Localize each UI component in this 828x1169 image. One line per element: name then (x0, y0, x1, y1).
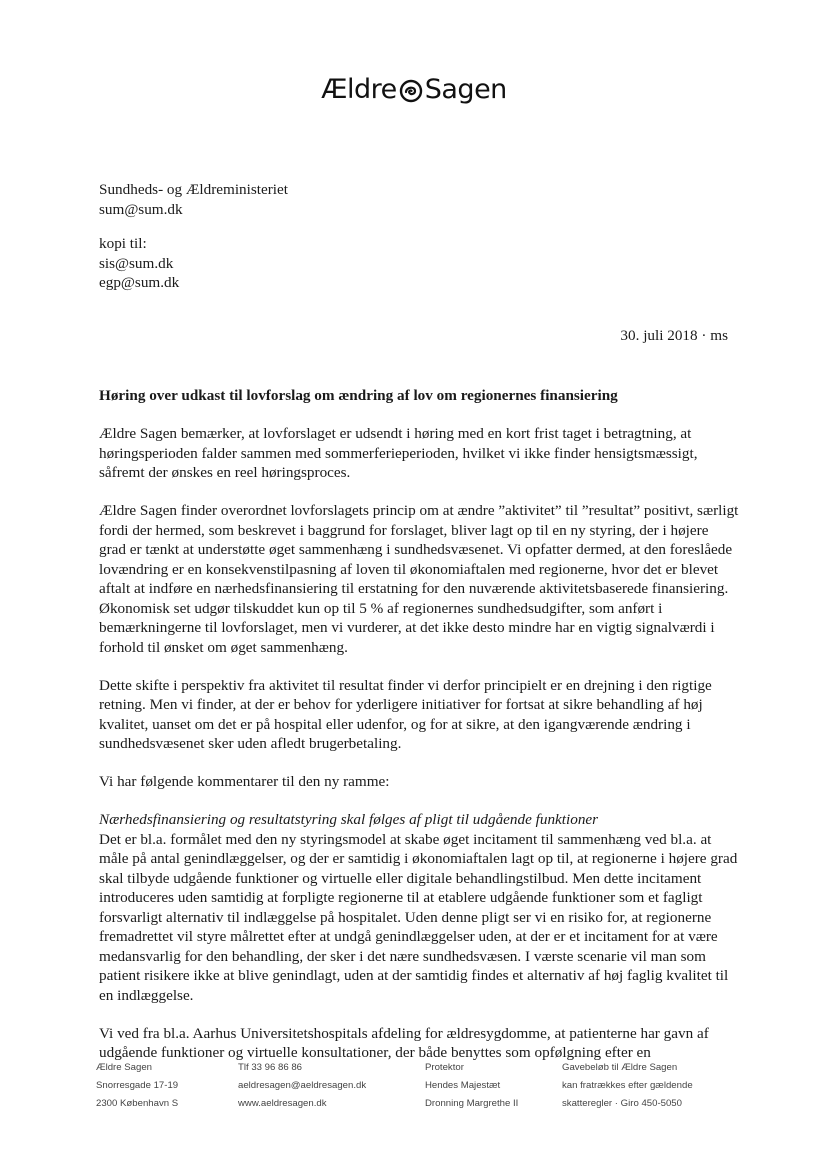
footer-line: Gavebeløb til Ældre Sagen (562, 1062, 678, 1073)
footer-donation (562, 1059, 693, 1113)
letter-date: 30. juli 2018 · ms (620, 327, 728, 344)
footer-email-link[interactable]: aeldresagen@aeldresagen.dk (238, 1080, 367, 1091)
footer-line: Snorresgade 17-19 (96, 1080, 179, 1091)
footer-line: Hendes Majestæt (425, 1080, 501, 1091)
body-paragraph: Det er bl.a. formålet med den ny styringsmodel at skabe øget incitament til sammenhæng ved bl.a. at måle på antal genindlæggelser, og der er samtidig i økonomiaftalen lagt op til, at regionerne i højere grad skal tilbyde udgående funktioner og virtuelle eller digitale behandlingstilbud. Men dette incitament introduceres uden samtidig at forpligte regionerne til at etablere udgående funktioner som et fagligt forsvarligt alternativ til indlæggelse på hospitalet. Uden denne pligt ser vi en risiko for, at regionerne fremadrettet vil styre målrettet efter at undgå genindlæggelser uden, at der er et incitament for at være medansvarlig for den behandling, der sker i det nære sundhedsvæsen. I værste scenarie vil man som patient risikere ikke at blive genindlagt, uden at der samtidig findes et alternativ af høj faglig kvalitet til en indlæggelse. (99, 830, 738, 1004)
section-heading: Nærhedsfinansiering og resultatstyring skal følges af pligt til udgående funktioner (99, 811, 599, 828)
copy-block (99, 234, 179, 293)
footer-line: Ældre Sagen (96, 1062, 152, 1073)
footer-website-link[interactable]: www.aeldresagen.dk (238, 1098, 327, 1109)
footer-phone: Tlf 33 96 86 86 (238, 1062, 303, 1073)
footer-address (96, 1059, 178, 1113)
body-paragraph: Vi har følgende kommentarer til den ny ramme: (99, 773, 390, 790)
footer-contact (238, 1059, 366, 1113)
footer-line: skatteregler · Giro 450-5050 (562, 1098, 682, 1109)
copy-email: egp@sum.dk (99, 274, 180, 291)
body-paragraph: Ældre Sagen finder overordnet lovforslagets princip om at ændre ”aktivitet” til ”resultat” positivt, særligt fordi der hermed, som beskrevet i baggrund for forslaget, bliver lagt op til en ny styring, der i højere grad er tænkt at understøtte øget sammenhæng i sundhedsvæsenet. Vi opfatter dermed, at den foreslåede lovændring er en konsekvenstilpasning af loven til økonomiaftalen med regionerne, hvor det er blevet aftalt at indføre en nærhedsfinansiering til erstatning for den nuværende aktivitetsbaserede finansiering. Økonomisk set udgør tilskuddet kun op til 5 % af regionernes sundhedsudgifter, som anført i bemærkningerne til lovforslaget, men vi vurderer, at det ikke desto mindre har en vigtig signalværdi i forhold til ønsket om øget sammenhæng. (99, 502, 739, 656)
logo-swirl-icon (399, 77, 423, 113)
recipient-name: Sundheds- og Ældreministeriet (99, 181, 288, 198)
logo-left-text: Ældre (321, 74, 397, 105)
letter-body (99, 424, 739, 1081)
body-paragraph: Ældre Sagen bemærker, at lovforslaget er udsendt i høring med en kort frist taget i betragtning, at høringsperioden falder sammen med sommerferieperioden, hvilket vi ikke finder hensigtsmæssigt, såfremt der ønskes en reel høringsproces. (99, 425, 698, 481)
copy-email: sis@sum.dk (99, 254, 174, 272)
footer-line: Protektor (425, 1062, 464, 1073)
logo-right-text: Sagen (424, 74, 507, 105)
footer-line: Dronning Margrethe II (425, 1098, 519, 1109)
letter-subject: Høring over udkast til lovforslag om ændring af lov om regionernes finansiering (99, 387, 618, 404)
footer-line: 2300 København S (96, 1098, 179, 1109)
recipient-email: sum@sum.dk (99, 200, 183, 218)
copy-label: kopi til: (99, 235, 147, 252)
aeldre-sagen-logo (0, 72, 828, 113)
footer-line: kan fratrækkes efter gældende (562, 1080, 693, 1091)
footer-protector (425, 1059, 518, 1113)
body-paragraph: Dette skifte i perspektiv fra aktivitet til resultat finder vi derfor principielt er en drejning i den rigtige retning. Men vi finder, at der er behov for yderligere initiativer for fortsat at sikre behandling af høj kvalitet, uanset om det er på hospital eller udenfor, og for at sikre, at den igangværende ændring i sundhedsvæsenet sker uden afledt brugerbetaling. (99, 676, 712, 752)
body-paragraph: Vi ved fra bl.a. Aarhus Universitetshospitals afdeling for ældresygdomme, at patienterne har gavn af udgående funktioner og virtuelle konsultationer, der både benyttes som opfølgning efter en (99, 1024, 709, 1061)
recipient-block (99, 180, 288, 219)
